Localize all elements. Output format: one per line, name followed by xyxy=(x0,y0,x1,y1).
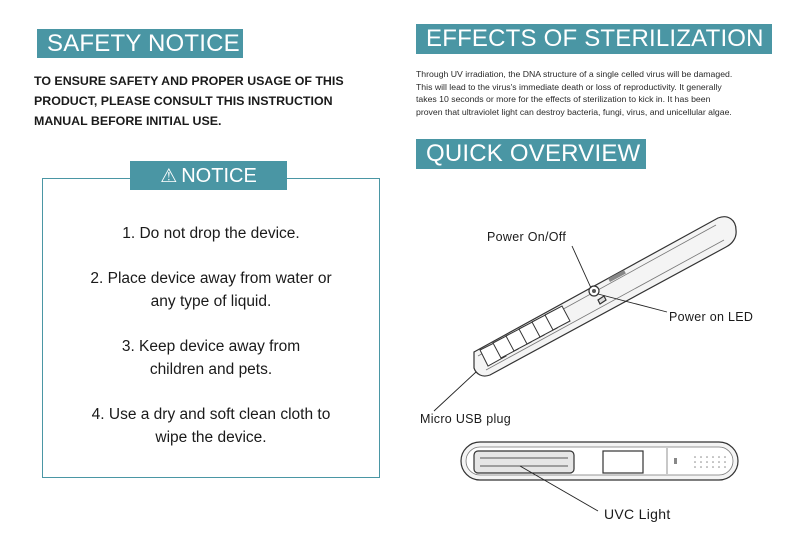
usb-leader-line xyxy=(434,372,476,411)
effects-line: takes 10 seconds or more for the effects of sterilization to kick in. It has been xyxy=(416,94,711,105)
safety-line: PRODUCT, PLEASE CONSULT THIS INSTRUCTION xyxy=(34,94,333,108)
effects-header: EFFECTS OF STERILIZATION xyxy=(416,24,772,54)
effects-line: Through UV irradiation, the DNA structure of a single celled virus will be damaged. xyxy=(416,69,733,79)
warning-triangle-icon: ⚠ xyxy=(160,166,178,187)
display-window-icon xyxy=(603,451,643,473)
notice-item-line: 4. Use a dry and soft clean cloth to xyxy=(91,406,331,423)
notice-item-line: wipe the device. xyxy=(155,429,267,446)
notice-item-line: 3. Keep device away from xyxy=(121,338,301,355)
power-leader-line xyxy=(572,246,591,288)
notice-item-line: children and pets. xyxy=(149,361,273,378)
safety-line: TO ENSURE SAFETY AND PROPER USAGE OF THIS xyxy=(34,74,344,88)
notice-title: NOTICE xyxy=(181,165,257,187)
uvc-lamp-icon xyxy=(474,451,574,473)
effects-line: This will lead to the virus's immediate death or loss of reproductivity. It generally xyxy=(416,81,722,92)
power-led-icon xyxy=(592,289,596,293)
micro-usb-label: Micro USB plug xyxy=(420,412,512,426)
uvc-light-label: UVC Light xyxy=(604,506,671,522)
power-button-label: Power On/Off xyxy=(487,230,567,244)
quick-overview-header: QUICK OVERVIEW xyxy=(416,139,646,169)
safety-notice-header: SAFETY NOTICE xyxy=(37,29,243,58)
notice-item-line: any type of liquid. xyxy=(150,293,272,310)
notice-item-line: 2. Place device away from water or xyxy=(90,270,332,287)
effects-line: proven that ultraviolet light can destroy bacteria, fungi, virus, and unicellular algae. xyxy=(416,106,732,117)
safety-line: MANUAL BEFORE INITIAL USE. xyxy=(34,114,222,128)
power-led-label: Power on LED xyxy=(669,310,754,324)
uv-wand-flat xyxy=(461,442,738,480)
notice-item-line: 1. Do not drop the device. xyxy=(122,225,300,242)
